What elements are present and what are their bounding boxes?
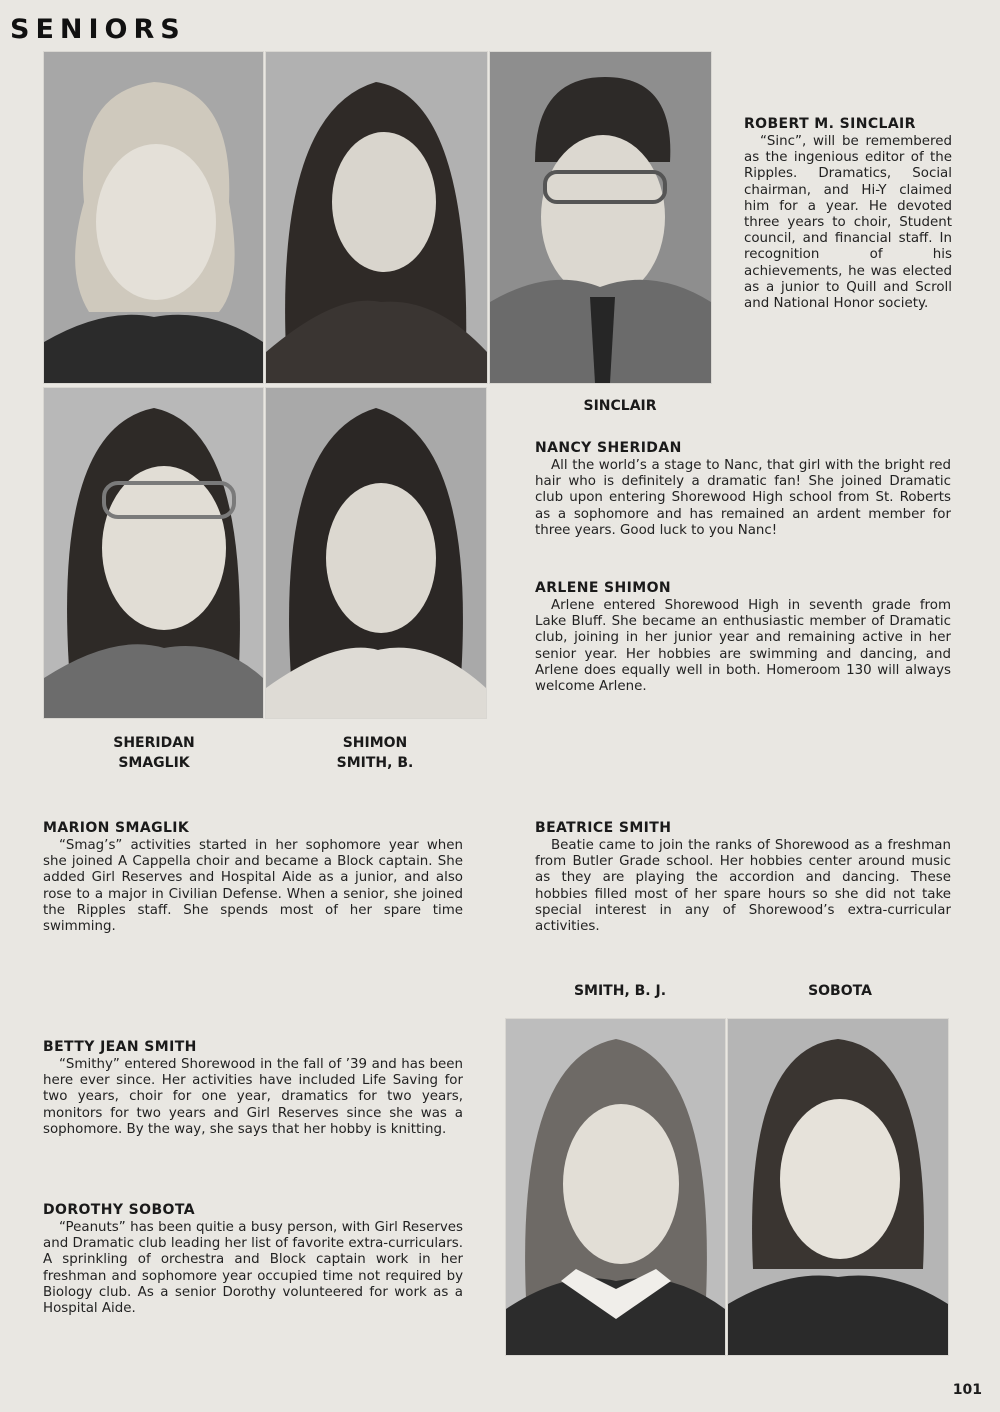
- bio-name: ROBERT M. SINCLAIR: [744, 116, 916, 132]
- caption-column-1: [74, 733, 234, 773]
- caption-sheridan: SHERIDAN: [113, 735, 195, 751]
- bio-name: BETTY JEAN SMITH: [43, 1039, 197, 1055]
- bio-name: DOROTHY SOBOTA: [43, 1202, 195, 1218]
- portrait-photo-icon: [728, 1019, 948, 1355]
- bio-text: “Sinc”, will be remembered as the ingenious editor of the Ripples. Dramatics, Social chairman, and Hi-Y claimed him for a year. He devoted three years to choir, Student council, and financial staff. In recognition of his achievements, he was elected as a junior to Quill and Scroll and National Honor society.: [744, 134, 952, 312]
- bio-name: ARLENE SHIMON: [535, 580, 672, 596]
- portrait-photo-icon: [44, 388, 263, 718]
- portrait-photo-icon: [506, 1019, 725, 1355]
- bio-text: Arlene entered Shorewood High in seventh grade from Lake Bluff. She became an enthusiastic member of Dramatic club, joining in her junior year and remaining active in her senior year. Her hobbies are swimming and dancing, and Arlene does equally well in both. Homeroom 130 will always welcome Arlene.: [535, 598, 951, 695]
- page-title: SENIORS: [10, 14, 186, 45]
- portrait-photo-icon: [266, 52, 487, 383]
- portrait-photo-icon: [266, 388, 486, 718]
- caption-smith-b: SMITH, B.: [336, 755, 414, 771]
- caption-shimon: SHIMON: [342, 735, 408, 751]
- bio-name: BEATRICE SMITH: [535, 820, 672, 836]
- portrait-photo-shimon: [265, 51, 488, 384]
- bio-text: “Smithy” entered Shorewood in the fall of ’39 and has been here ever since. Her activities have included Life Saving for two years, choir for one year, dramatics for two years, monitors for two years and Girl Reserves since she was a sophomore. By the way, she says that her hobby is knitting.: [43, 1057, 463, 1137]
- portrait-photo-sheridan: [43, 51, 264, 384]
- bio-smith-bj: [43, 1039, 463, 1138]
- bio-shimon: [535, 580, 951, 695]
- bio-text: Beatie came to join the ranks of Shorewood as a freshman from Butler Grade school. Her hobbies center around music as they are playing the accordion and dancing. These hobbies filled most of her spare hours so she did not take special interest in any of Shorewood’s extra-curricular activities.: [535, 838, 951, 935]
- bio-name: MARION SMAGLIK: [43, 820, 190, 836]
- bio-sheridan: [535, 440, 951, 539]
- page-number: 101: [952, 1382, 982, 1398]
- caption-sobota: SOBOTA: [808, 983, 872, 999]
- bio-name: NANCY SHERIDAN: [535, 440, 682, 456]
- bio-sinclair: [744, 116, 952, 312]
- bio-text: All the world’s a stage to Nanc, that girl with the bright red hair who is definitely a dramatic fan! She joined Dramatic club upon entering Shorewood High school from St. Roberts as a sophomore and has remained an ardent member for three years. Good luck to you Nanc!: [535, 458, 951, 538]
- bio-sobota: [43, 1202, 463, 1317]
- bio-smaglik: [43, 820, 463, 935]
- bio-text: “Smag’s” activities started in her sophomore year when she joined A Cappella choir and became a Block captain. She added Girl Reserves and Hospital Aide as a junior, and also rose to a major in Civilian Defense. When a senior, she joined the Ripples staff. She spends most of her spare time swimming.: [43, 838, 463, 935]
- portrait-photo-icon: [44, 52, 263, 383]
- bio-smith-b: [535, 820, 951, 935]
- portrait-photo-smith-bj: [505, 1018, 726, 1356]
- caption-sinclair: SINCLAIR: [583, 398, 657, 414]
- portrait-photo-icon: [490, 52, 711, 383]
- portrait-photo-smith-b: [265, 387, 487, 719]
- bio-text: “Peanuts” has been quitie a busy person, with Girl Reserves and Dramatic club leading her list of favorite extra-curriculars. A sprinkling of orchestra and Block captain work in her freshman and sophomore year occupied time not required by Biology club. As a senior Dorothy volunteered for work as a Hospital Aide.: [43, 1220, 463, 1317]
- portrait-photo-sobota: [727, 1018, 949, 1356]
- caption-smaglik: SMAGLIK: [118, 755, 190, 771]
- caption-smith-bj: SMITH, B. J.: [573, 983, 667, 999]
- portrait-photo-sinclair: [489, 51, 712, 384]
- caption-column-2: [295, 733, 455, 773]
- portrait-photo-smaglik: [43, 387, 264, 719]
